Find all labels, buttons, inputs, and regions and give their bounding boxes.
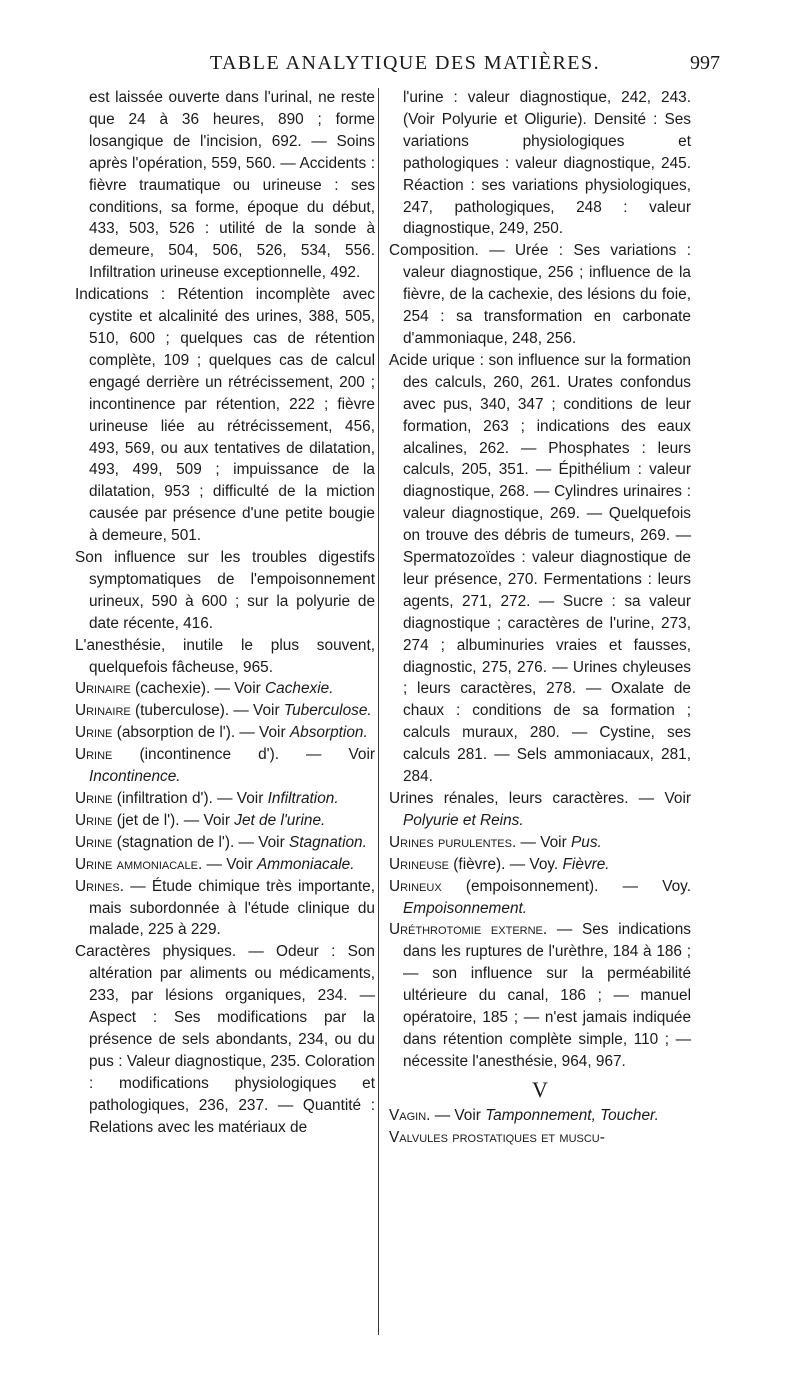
- entry-heading: Uréthrotomie externe.: [389, 921, 548, 939]
- entry-text: Son influence sur les troubles digestifs symptomatiques de l'empoisonnement urineux, 590 à 600 ; sur la polyurie de date récente, 416.: [75, 549, 375, 632]
- index-entry: [389, 240, 691, 350]
- index-entry: [75, 678, 375, 700]
- entry-cross-reference: Ammoniacale.: [257, 855, 355, 873]
- entry-text: — Voir: [206, 855, 253, 873]
- entry-text: (jet de l'). — Voir: [116, 811, 230, 829]
- index-entry: [75, 941, 375, 1138]
- entry-cross-reference: Cachexie.: [265, 680, 334, 698]
- index-entry: [75, 876, 375, 942]
- entry-cross-reference: Tamponnement, Toucher.: [485, 1106, 659, 1124]
- index-entry: [75, 854, 375, 876]
- index-entry: [75, 744, 375, 788]
- entry-text: (fièvre). — Voy.: [453, 855, 559, 873]
- entry-cross-reference: Empoisonnement.: [403, 899, 528, 917]
- index-entry: [75, 722, 375, 744]
- entry-heading: Urine ammoniacale.: [75, 855, 203, 873]
- index-entry: [75, 700, 375, 722]
- page-number: 997: [690, 52, 720, 74]
- entry-text: — Voir: [520, 833, 567, 851]
- entry-text: Acide urique : son influence sur la formation des calculs, 260, 261. Urates confondus avec pus, 340, 347 ; conditions de leur formation, 263 ; indications des eaux alcalines, 262. — Phosphates : leurs calculs, 205, 351. — Épithélium : valeur diagnostique, 268. — Cylindres urinaires : valeur diagnostique, 269. — Quelquefois on trouve des débris de tumeurs, 269. — Spermatozoïdes : valeur diagnostique de leur présence, 270. Fermentations : leurs agents, 271, 272. — Sucre : sa valeur diagnostique ; caractères de l'urine, 273, 274 ; albuminuries vraies et fausses, diagnostic, 275, 276. — Urines chyleuses ; leurs caractères, 278. — Oxalate de chaux : conditions de sa formation ; calculs muraux, 280. — Cystine, ses calculs 281. — Sels ammoniacaux, 281, 284.: [389, 351, 691, 786]
- entry-heading: Urine: [75, 833, 113, 851]
- index-entry: [75, 788, 375, 810]
- column-divider: [378, 88, 379, 1335]
- entry-cross-reference: Incontinence.: [89, 768, 181, 786]
- entry-heading: Urines purulentes.: [389, 833, 517, 851]
- entry-cross-reference: Stagnation.: [289, 833, 367, 851]
- entry-text: Indications : Rétention incomplète avec cystite et alcalinité des urines, 388, 505, 510, 600 ; quelques cas de rétention complète, 109 ; quelques cas de calcul engagé derrière un rétrécissement, 200 ; incontinence par rétention, 222 ; fièvre urineuse liée au rétrécissement, 456, 493, 569, ou aux tentatives de dilatation, 493, 499, 509 ; impuissance de la dilatation, 953 ; difficulté de la miction causée par présence d'une petite bougie à demeure, 501.: [75, 286, 375, 545]
- entry-text: (tuberculose). — Voir: [135, 702, 280, 720]
- entry-text: l'urine : valeur diagnostique, 242, 243. (Voir Polyurie et Oligurie). Densité : Ses variations physiologiques et pathologiques : valeur diagnostique, 245. Réaction : ses variations physiologiques, 247, pathologiques, 248 : valeur diagnostique, 249, 250.: [403, 89, 691, 238]
- entry-text: (stagnation de l'). — Voir: [116, 833, 285, 851]
- right-column: [389, 87, 691, 1149]
- entry-text: (absorption de l'). — Voir: [116, 724, 286, 742]
- index-entry: [389, 350, 691, 788]
- entry-text: — Étude chimique très importante, mais subordonnée à l'étude clinique du malade, 225 à 229.: [89, 877, 375, 939]
- entry-text: Composition. — Urée : Ses variations : valeur diagnostique, 256 ; influence de la fièvre, de la cachexie, des lésions du foie, 254 : sa transformation en carbonate d'ammoniaque, 248, 256.: [389, 242, 691, 347]
- section-letter: V: [532, 1076, 548, 1102]
- index-entry: [389, 788, 691, 832]
- entry-heading: Valvules prostatiques et muscu-: [389, 1128, 605, 1146]
- entry-cross-reference: Pus.: [571, 833, 602, 851]
- entry-text: est laissée ouverte dans l'urinal, ne reste que 24 à 36 heures, 890 ; forme losangique de l'incision, 692. — Soins après l'opération, 559, 560. — Accidents : fièvre traumatique ou urineuse : ses conditions, sa forme, époque du début, 433, 503, 526 : utilité de la sonde à demeure, 504, 506, 526, 534, 556. Infiltration urineuse exceptionnelle, 492.: [89, 89, 375, 282]
- page-title: TABLE ANALYTIQUE DES MATIÈRES.: [209, 52, 601, 74]
- entry-text: — Ses indications dans les ruptures de l'urèthre, 184 à 186 ; — son influence sur la perméabilité ultérieure du canal, 186 ; — manuel opératoire, 185 ; — n'est jamais indiquée dans rétention complète simple, 110 ; — nécessite l'anesthésie, 964, 967.: [403, 921, 691, 1070]
- entry-heading: Urine: [75, 790, 113, 807]
- index-entry: [389, 832, 691, 854]
- index-entry: [75, 87, 375, 284]
- entry-heading: Urinaire: [75, 680, 131, 698]
- index-entry: [389, 1105, 691, 1127]
- left-column: [75, 87, 375, 1139]
- entry-heading: Urine: [75, 724, 113, 742]
- index-entry: [75, 832, 375, 854]
- right-entries: [389, 87, 691, 1073]
- entry-heading: Urineuse: [389, 855, 450, 873]
- entry-text: (cachexie). — Voir: [135, 680, 261, 698]
- index-entry: [389, 854, 691, 876]
- entry-cross-reference: Infiltration.: [267, 790, 339, 807]
- entry-heading: Vagin.: [389, 1106, 431, 1124]
- entry-text: Urines rénales, leurs caractères. — Voir: [389, 790, 691, 807]
- index-entry: [75, 284, 375, 547]
- entry-cross-reference: Tuberculose.: [283, 702, 372, 720]
- index-entry: [75, 635, 375, 679]
- entry-cross-reference: Jet de l'urine.: [234, 811, 326, 829]
- entry-heading: Urines.: [75, 877, 125, 895]
- index-entry: [389, 876, 691, 920]
- entry-text: (incontinence d'). — Voir: [139, 746, 375, 764]
- entry-text: (infiltration d'). — Voir: [116, 790, 264, 807]
- index-entry: [389, 1127, 691, 1149]
- entry-heading: Urine: [75, 746, 113, 764]
- entry-cross-reference: Polyurie et Reins.: [403, 811, 524, 829]
- v-entries: [389, 1105, 691, 1149]
- entry-text: L'anesthésie, inutile le plus souvent, quelquefois fâcheuse, 965.: [75, 636, 375, 676]
- entry-heading: Urineux: [389, 877, 442, 895]
- index-entry: [75, 547, 375, 635]
- entry-text: Caractères physiques. — Odeur : Son altération par aliments ou médicaments, 233, par lésions organiques, 234. — Aspect : Ses modifications par la présence de sels abondants, 234, ou du pus : Valeur diagnostique, 235. Coloration : modifications physiologiques et pathologiques, 236, 237. — Quantité : Relations avec les matériaux de: [75, 943, 375, 1136]
- entry-cross-reference: Fièvre.: [562, 855, 610, 873]
- entry-cross-reference: Absorption.: [289, 724, 368, 742]
- running-header: [90, 52, 720, 78]
- entry-heading: Urine: [75, 811, 113, 829]
- entry-heading: Urinaire: [75, 702, 131, 720]
- index-entry: [389, 87, 691, 240]
- index-entry: [75, 810, 375, 832]
- index-entry: [389, 919, 691, 1072]
- entry-text: — Voir: [434, 1106, 481, 1124]
- entry-text: (empoisonnement). — Voy.: [465, 877, 691, 895]
